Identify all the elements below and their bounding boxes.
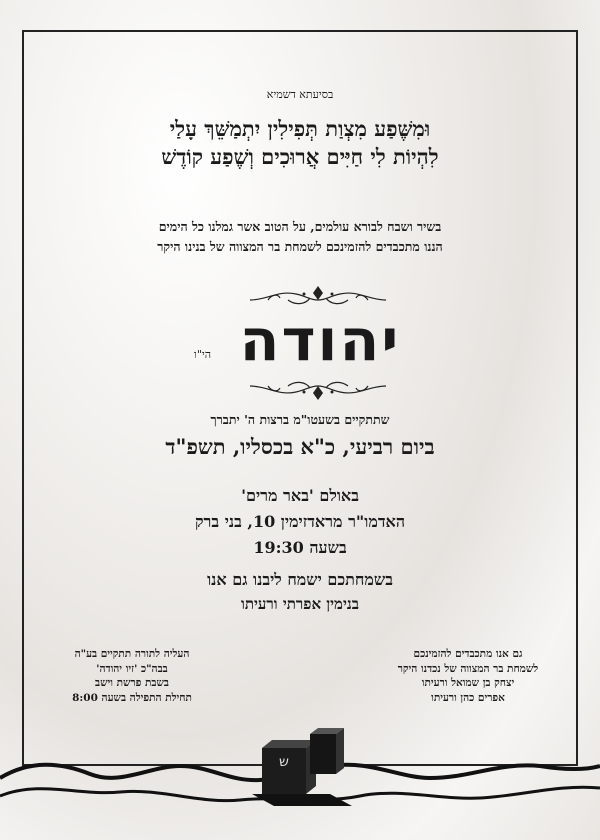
event-hall: באולם 'באר מרים' [241, 486, 359, 505]
tefillin-scene [0, 700, 600, 840]
event-will-be-held: שתתקיים בשעטו"מ ברצות ה' יתברך [210, 412, 390, 427]
closing-joy: בשמחתכם ישמח ליבנו גם אנו [207, 570, 393, 589]
event-time: בשעה 19:30 [253, 538, 347, 557]
celebrant-suffix: הי"ו [194, 348, 212, 361]
left-column-line: העליה לתורה תתקיים בע"ה [74, 648, 190, 660]
verse-line-1: וּמִשֶּׁפַע מִצְוַת תְּפִילִין יִתְמַשֵּׁךְ עָלַי [169, 116, 431, 141]
right-column-line: יצחק בן שמואל ורעיתו [421, 677, 515, 689]
right-column-line: גם אנו מתכבדים להזמינכם [413, 648, 523, 660]
flourish-ornament-icon [248, 284, 388, 308]
celebrant-block [0, 284, 600, 404]
intro-line-1: בשיר ושבח לבורא עולמים, על הטוב אשר גמלנו כל הימים [158, 219, 442, 234]
closing-hosts: בנימין אפרתי ורעיתו [241, 595, 359, 613]
verse-line-2: לִהְיוֹת לִי חַיִּים אֲרוּכִים וְשֶׁפַע קוֹדֶשׁ [161, 144, 439, 169]
event-date: ביום רביעי, כ"א בכסליו, תשפ"ד [165, 434, 435, 459]
svg-text:ש: ש [279, 754, 289, 770]
left-column-line: בשבת פרשת וישב [95, 677, 169, 689]
intro-line-2: הננו מתכבדים להזמינכם לשמחת בר המצווה של בנינו היקר [157, 239, 443, 254]
grandparents-invitation [368, 647, 568, 705]
tefillin-box-icon [252, 728, 352, 806]
left-column-line: תחילת התפילה בשעה 8:00 [72, 691, 192, 704]
aliyah-info [32, 647, 232, 705]
right-column-line: אפרים כהן ורעיתו [431, 691, 505, 704]
bsd-header: בסיעתא דשמיא [266, 88, 334, 101]
flourish-ornament-icon [248, 378, 388, 402]
left-column-line: בבה"כ 'זיו יהודה' [96, 662, 168, 675]
event-address: האדמו"ר מראדזימין 10, בני ברק [194, 512, 406, 531]
celebrant-name: יהודה [239, 306, 401, 374]
right-column-line: לשמחת בר המצווה של נכדנו היקר [397, 662, 539, 675]
